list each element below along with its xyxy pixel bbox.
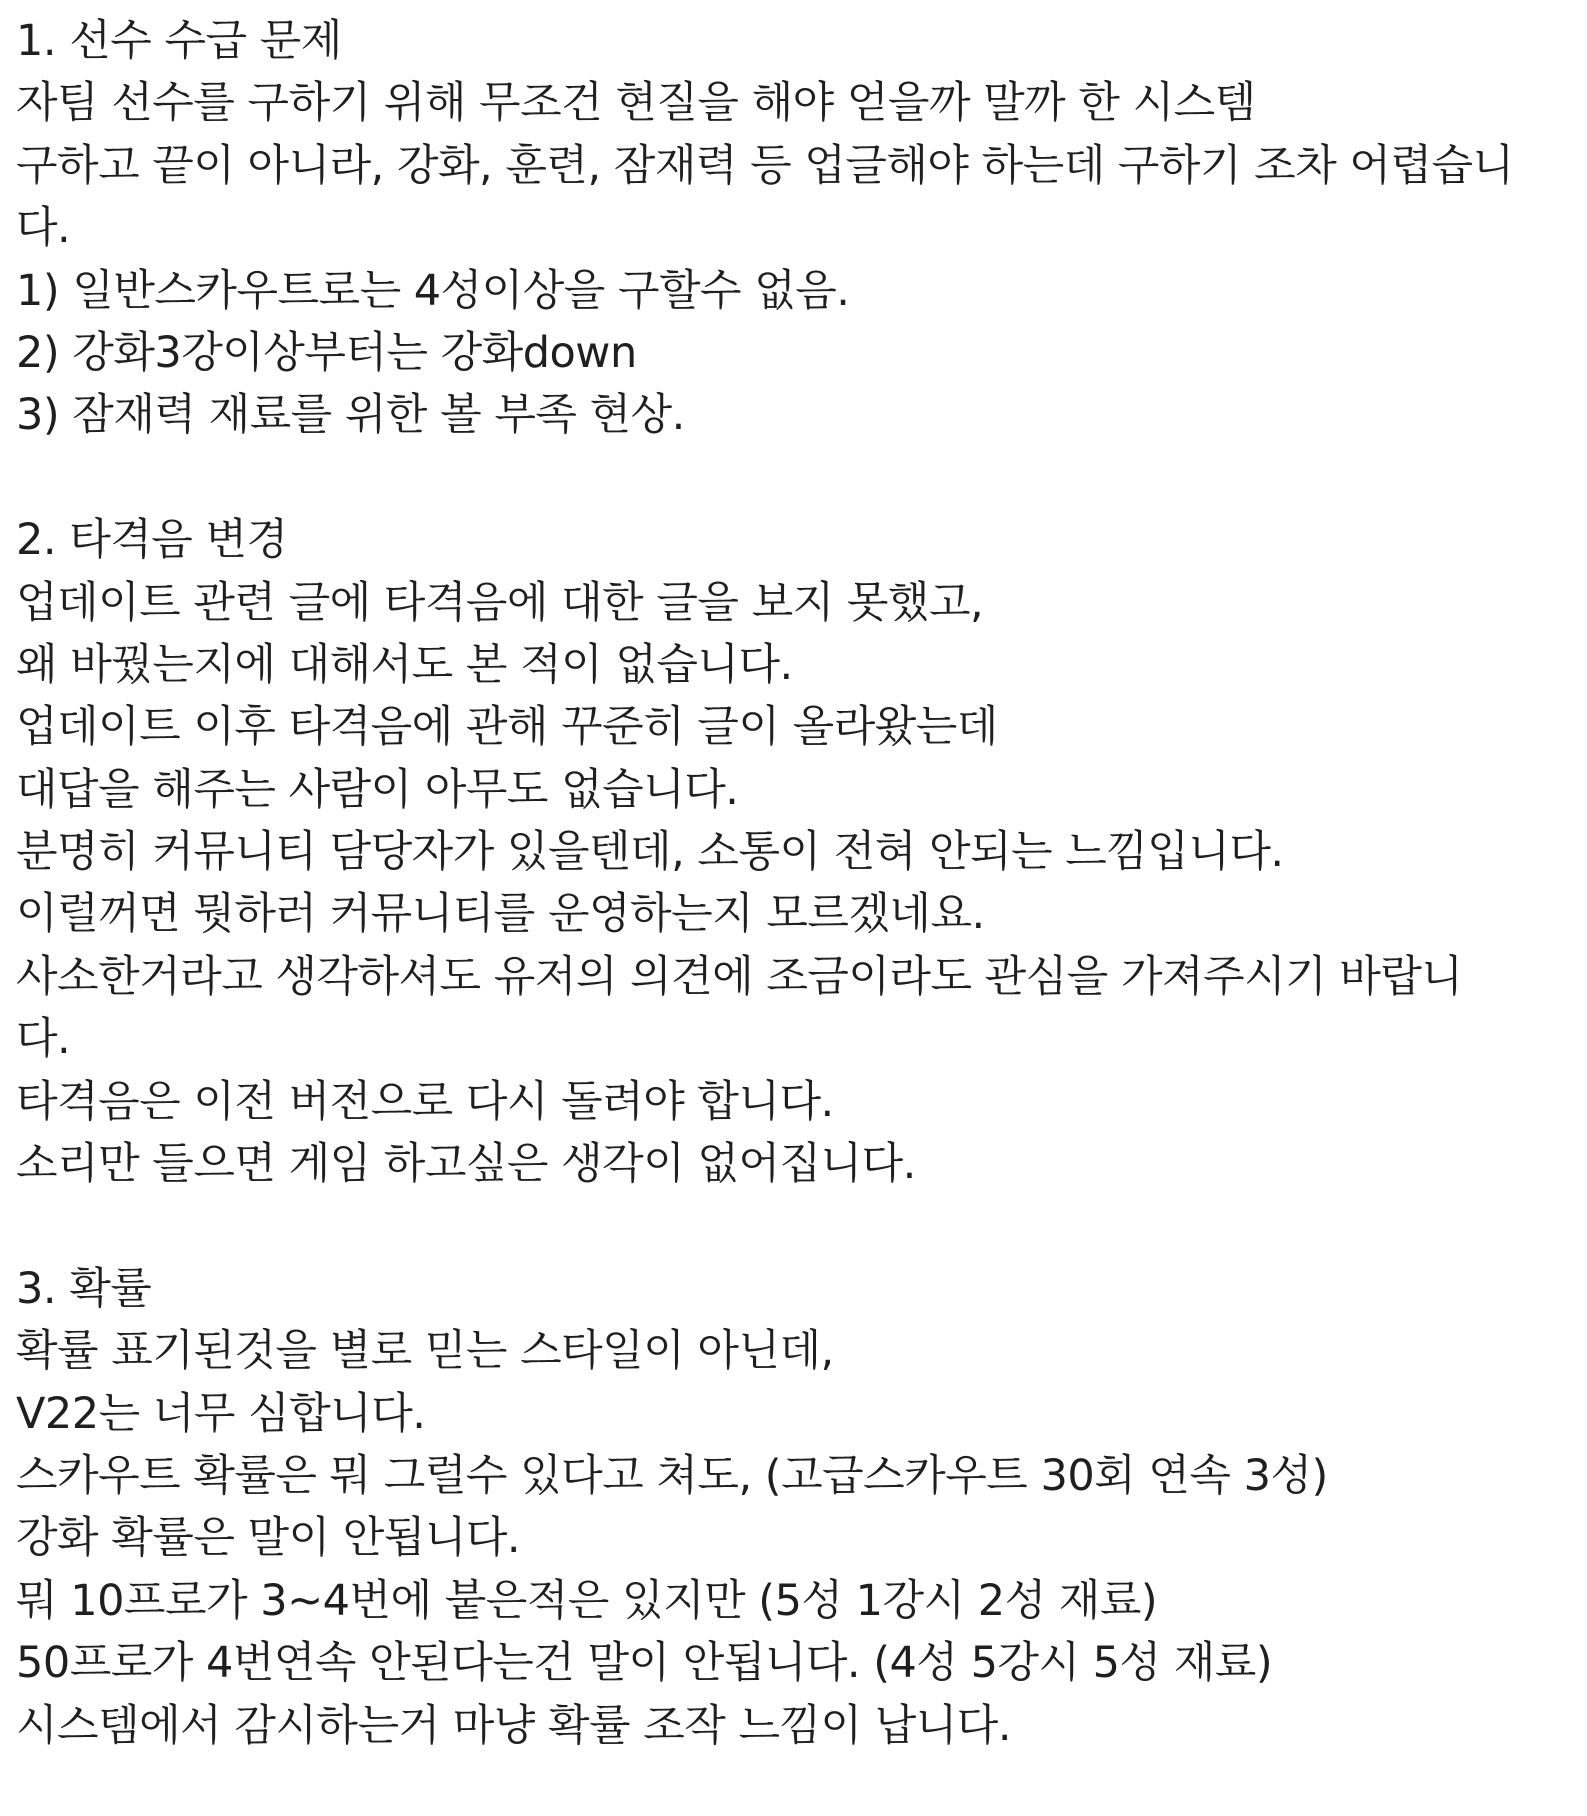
text-line: 다. — [16, 203, 71, 254]
text-line: V22는 너무 심합니다. — [16, 1388, 426, 1439]
text-line: 확률 표기된것을 별로 믿는 스타일이 아닌데, — [16, 1326, 834, 1377]
section-heading: 3. 확률 — [16, 1263, 152, 1314]
text-line: 다. — [16, 1014, 71, 1065]
text-line: 왜 바꿨는지에 대해서도 본 적이 없습니다. — [16, 639, 793, 690]
text-line: 구하고 끝이 아니라, 강화, 훈련, 잠재력 등 업글해야 하는데 구하기 조차 어렵습니 — [16, 140, 1514, 191]
post-body — [16, 10, 1576, 1757]
section-player-supply — [16, 10, 1576, 447]
text-line: 사소한거라고 생각하셔도 유저의 의견에 조금이라도 관심을 가져주시기 바랍니 — [16, 951, 1463, 1002]
blank-line — [16, 1195, 1576, 1257]
text-line: 스카우트 확률은 뭐 그럴수 있다고 쳐도, (고급스카우트 30회 연속 3성) — [16, 1450, 1328, 1501]
section-heading: 2. 타격음 변경 — [16, 515, 288, 566]
text-line: 자팀 선수를 구하기 위해 무조건 현질을 해야 얻을까 말까 한 시스템 — [16, 78, 1256, 129]
text-line: 1) 일반스카우트로는 4성이상을 구할수 없음. — [16, 265, 850, 316]
text-line: 2) 강화3강이상부터는 강화down — [16, 327, 637, 378]
text-line: 소리만 들으면 게임 하고싶은 생각이 없어집니다. — [16, 1139, 916, 1190]
text-line: 업데이트 이후 타격음에 관해 꾸준히 글이 올라왔는데 — [16, 702, 998, 753]
blank-line — [16, 447, 1576, 509]
text-line: 50프로가 4번연속 안된다는건 말이 안됩니다. (4성 5강시 5성 재료) — [16, 1638, 1273, 1689]
text-line: 대답을 해주는 사람이 아무도 없습니다. — [16, 764, 739, 815]
section-heading: 1. 선수 수급 문제 — [16, 16, 342, 66]
text-line: 이럴꺼면 뭣하러 커뮤니티를 운영하는지 모르겠네요. — [16, 889, 985, 940]
text-line: 강화 확률은 말이 안됩니다. — [16, 1513, 521, 1564]
section-probability — [16, 1258, 1576, 1757]
text-line: 3) 잠재력 재료를 위한 볼 부족 현상. — [16, 390, 685, 441]
text-line: 타격음은 이전 버전으로 다시 돌려야 합니다. — [16, 1076, 834, 1127]
text-line: 업데이트 관련 글에 타격음에 대한 글을 보지 못했고, — [16, 577, 984, 628]
section-hit-sound — [16, 509, 1576, 1195]
text-line: 분명히 커뮤니티 담당자가 있을텐데, 소통이 전혀 안되는 느낌입니다. — [16, 827, 1284, 878]
text-line: 뭐 10프로가 3~4번에 붙은적은 있지만 (5성 1강시 2성 재료) — [16, 1575, 1158, 1626]
text-line: 시스템에서 감시하는거 마냥 확률 조작 느낌이 납니다. — [16, 1700, 1012, 1751]
